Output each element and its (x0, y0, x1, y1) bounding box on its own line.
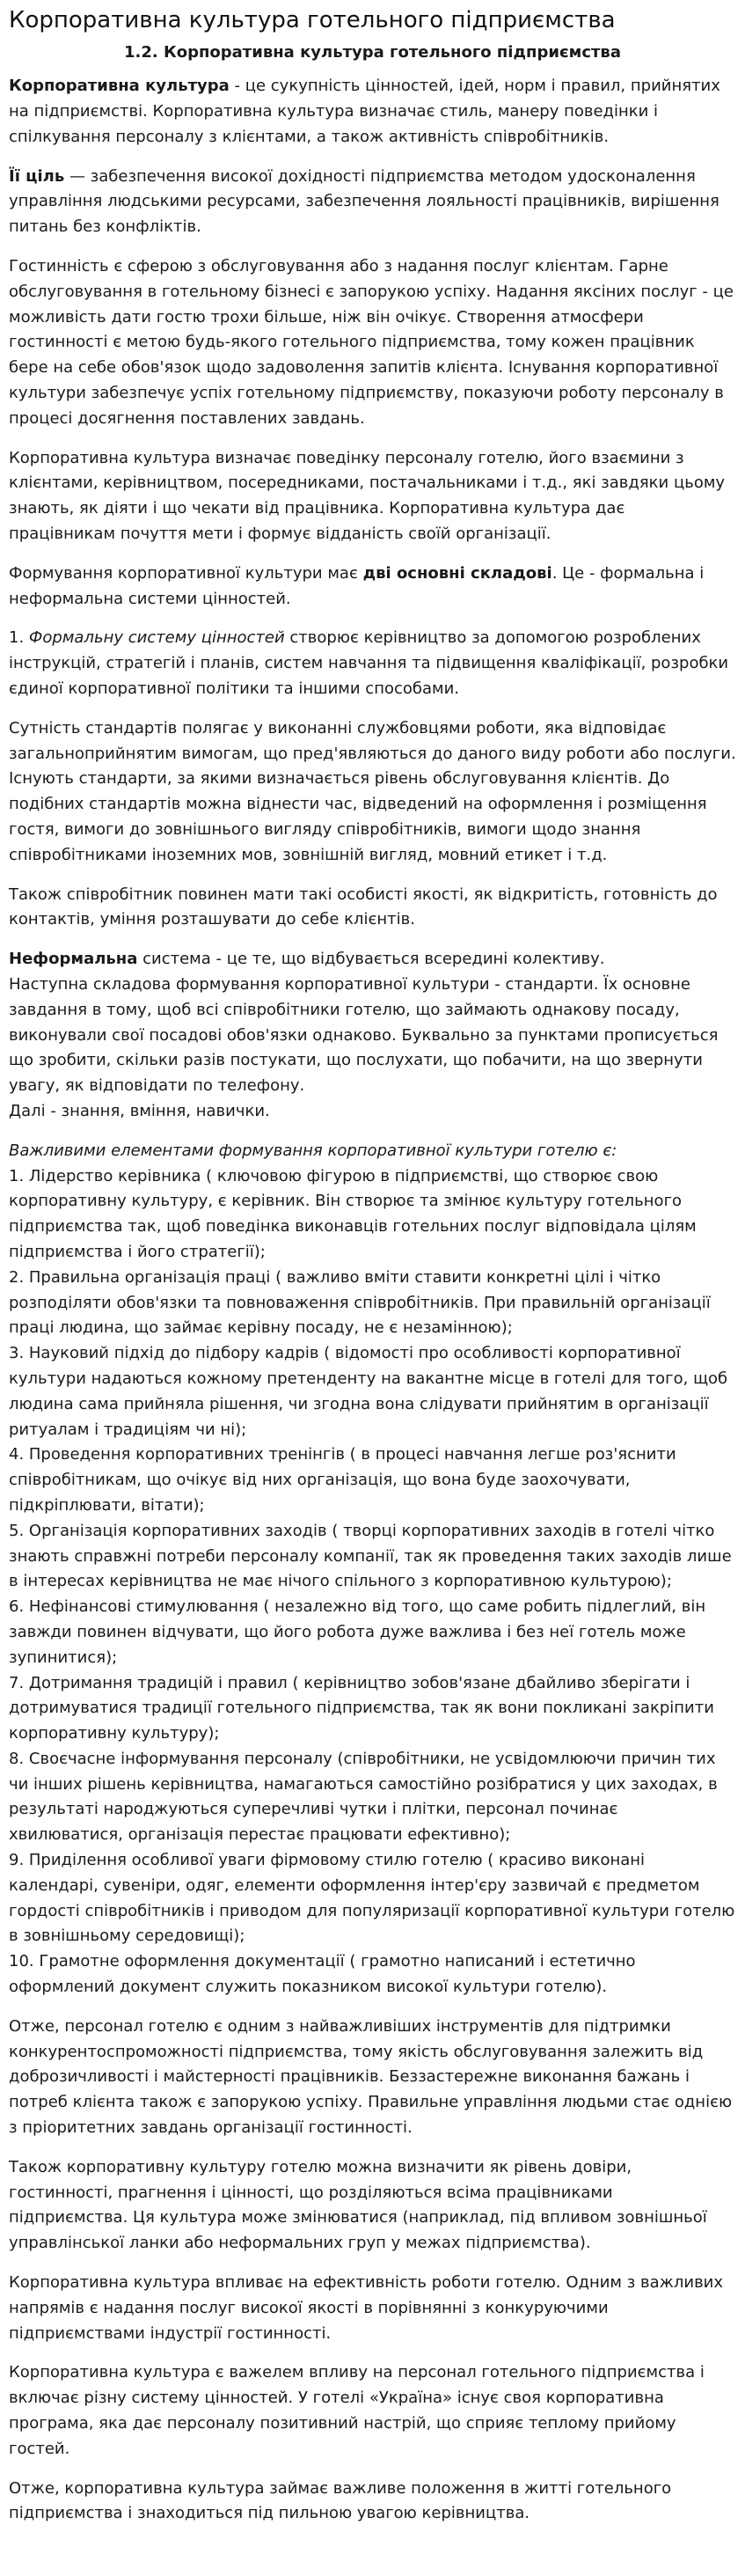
paragraph-text: система - це те, що відбувається всередині колективу. (137, 950, 605, 969)
paragraph-text: створює керівництво за допомогою розроблених інструкцій, стратегій і планів, систем навчання та підвищення кваліфікації, розробки єдиної корпоративної політики та іншими способами. (9, 628, 729, 699)
paragraph-text: - це сукупність цінностей, ідей, норм і правил, прийнятих на підприємстві. Корпоративна культура визначає стиль, манеру поведінки і спілкування персоналу з клієнтами, а також активність співробітників. (9, 77, 720, 146)
paragraph-text: Формування корпоративної культури має (9, 563, 363, 583)
paragraph-conclusion: Отже, корпоративна культура займає важливе положення в житті готельного підприємства і знаходиться під пильною увагою керівництва. (9, 2478, 672, 2523)
page-title: Корпоративна культура готельного підприємства (9, 7, 616, 33)
paragraph-efficiency: Корпоративна культура впливає на ефективність роботи готелю. Одним з важливих напрямів є надання послуг високої якості в порівнянні з конкуруючими підприємствами індустрії гостинності. (9, 2273, 724, 2343)
paragraph-hospitality: Гостинність є сферою з обслуговування або з надання послуг клієнтам. Гарне обслуговування в готельному бізнесі є запорукою успіху. Надання яксіних послуг - це можливість дати гостю трохи більше, ніж він очікує. Створення атмосфери гостинності є метою будь-якого готельного підприємства, тому кожен працівник бере на себе обов'язок щодо задоволення запитів клієнта. Існування корпоративної культури забезпечує успіх готельному підприємству, показуючи роботу персоналу в процесі досягнення поставлених завдань. (9, 257, 734, 428)
section-heading: 1.2. Корпоративна культура готельного підприємства (124, 43, 621, 62)
list-item: 7. Дотримання традицій і правил ( керівництво зобов'язане дбайливо зберігати і дотримуватися традиції готельного підприємства, так як вони покликані закріпити корпоративну культуру); (9, 1673, 714, 1743)
list-item: 4. Проведення корпоративних тренінгів ( в процесі навчання легше роз'яснити співробітникам, що очікує від них організація, що вона буде заохочувати, підкріплювати, вітати); (9, 1445, 676, 1515)
paragraph-informal-system (9, 947, 736, 1125)
paragraph-ukraine-hotel: Корпоративна культура є важелем впливу на персонал готельного підприємства і включає різну систему цінностей. У готелі «Україна» існує своя корпоративна програма, яка дає персоналу позитивний настрій, що сприяє теплому прийому гостей. (9, 2363, 705, 2458)
list-item: 2. Правильна організація праці ( важливо вміти ставити конкретні цілі і чітко розподіляти обов'язки та повноваження співробітників. При правильній організації праці людина, що займає керівну посаду, не є незамінною); (9, 1267, 711, 1338)
paragraph-text: Наступна складова формування корпоративної культури - стандарти. Їх основне завдання в тому, щоб всі співробітники готелю, що займають однакову посаду, виконували свої посадові обов'язки однаково. Буквально за пунктами прописується що зробити, скільки разів постукати, що послухати, що побачити, на що звернути увагу, як відповідати по телефону. (9, 974, 719, 1096)
term-bold: Неформальна (9, 950, 138, 969)
paragraph-components (9, 561, 736, 613)
paragraph-goal (9, 165, 736, 240)
term-bold: Корпоративна культура (9, 77, 230, 96)
list-item: 10. Грамотне оформлення документації ( грамотно написаний і естетично оформлений документ служить показником високої культури готелю). (9, 1952, 636, 1997)
list-item: 3. Науковий підхід до підбору кадрів ( відомості про особливості корпоративної культури надаються кожному претенденту на вакантне місце в готелі для того, щоб людина сама прийняла рішення, чи згодна вона слідувати прийнятим в організації ритуалам і традиціям чи ні); (9, 1344, 728, 1439)
paragraph-formal-system (9, 626, 736, 701)
elements-list (9, 1164, 736, 2000)
list-item: 6. Нефінансові стимулювання ( незалежно від того, що саме робить підлеглий, він завжди повинен відчувати, що його робота дуже важлива і без неї готель може зупинитися); (9, 1597, 706, 1667)
paragraph-text: Далі - знання, вміння, навички. (9, 1101, 270, 1120)
paragraph-standards: Сутність стандартів полягає у виконанні службовцями роботи, яка відповідає загальноприйнятим вимогам, що пред'являються до даного виду роботи або послуги. Існують стандарти, за якими визначається рівень обслуговування клієнтів. До подібних стандартів можна віднести час, відведений на оформлення і розміщення гостя, вимоги до зовнішнього вигляду співробітників, вимоги щодо знання співробітниками іноземних мов, зовнішній вигляд, мовний етикет і т.д. (9, 718, 736, 864)
list-item: 8. Своєчасне інформування персоналу (співробітники, не усвідомлюючи причин тих чи інших рішень керівництва, намагаються самостійно розібратися у цих заходах, в результаті народжуються суперечливі чутки і плітки, персонал починає хвилюватися, організація перестає працювати ефективно); (9, 1749, 718, 1845)
paragraph-personal-qualities: Також співробітник повинен мати такі особисті якості, як відкритість, готовність до контактів, уміння розташувати до себе клієнтів. (9, 884, 718, 929)
paragraph-definition (9, 74, 736, 150)
paragraph-text: . Це - формальна і неформальна системи цінностей. (9, 563, 705, 608)
list-item: 9. Приділення особливої уваги фірмовому стилю готелю ( красиво виконані календарі, сувеніри, одяг, елементи оформлення інтер'єру зазвичай є предметом гордості співробітників і приводом для популяризації корпоративної культури готелю в зовнішньому середовищі); (9, 1851, 735, 1946)
term-bold: дві основні складові (362, 563, 552, 583)
paragraph-text: — забезпечення високої дохідності підприємства методом удосконалення управління людськими ресурсами, забезпечення лояльності працівників, вирішення питань без конфліктів. (9, 166, 719, 237)
term-italic: Формальну систему цінностей (28, 628, 285, 648)
list-intro-text: Важливими елементами формування корпоративної культури готелю є: (9, 1141, 617, 1160)
list-intro (9, 1139, 736, 1164)
paragraph-text: 1. (9, 628, 29, 648)
list-item: 5. Організація корпоративних заходів ( творці корпоративних заходів в готелі чітко знають справжні потреби персоналу компанії, так як проведення таких заходів лише в інтересах керівництва не має нічого спільного з корпоративною культурою); (9, 1521, 732, 1591)
paragraph-staff: Отже, персонал готелю є одним з найважливіших інструментів для підтримки конкурентоспроможності підприємства, тому якість обслуговування залежить від доброзичливості і майстерності працівників. Беззастережне виконання бажань і потреб клієнта також є запорукою успіху. Правильне управління людьми стає однією з пріоритетних завдань організації гостинності. (9, 2016, 733, 2138)
term-bold: Її ціль (9, 166, 65, 186)
paragraph-trust: Також корпоративну культуру готелю можна визначити як рівень довіри, гостинності, прагнення і цінності, що розділяються всіма працівниками підприємства. Ця культура може змінюватися (наприклад, під впливом зовнішньої управлінської ланки або неформальних груп у межах підприємства). (9, 2157, 707, 2253)
paragraph-behavior: Корпоративна культура визначає поведінку персоналу готелю, його взаємини з клієнтами, керівництвом, посередниками, постачальниками і т.д., які завдяки цьому знають, як діяти і що чекати від працівника. Корпоративна культура дає працівникам почуття мети і формує відданість своїй організації. (9, 448, 726, 544)
list-item: 1. Лідерство керівника ( ключовою фігурою в підприємстві, що створює свою корпоративну культуру, є керівник. Він створює та змінює культуру готельного підприємства так, щоб поведінка виконавців готельних послуг відповідала цілям підприємства і його стратегії); (9, 1166, 697, 1261)
